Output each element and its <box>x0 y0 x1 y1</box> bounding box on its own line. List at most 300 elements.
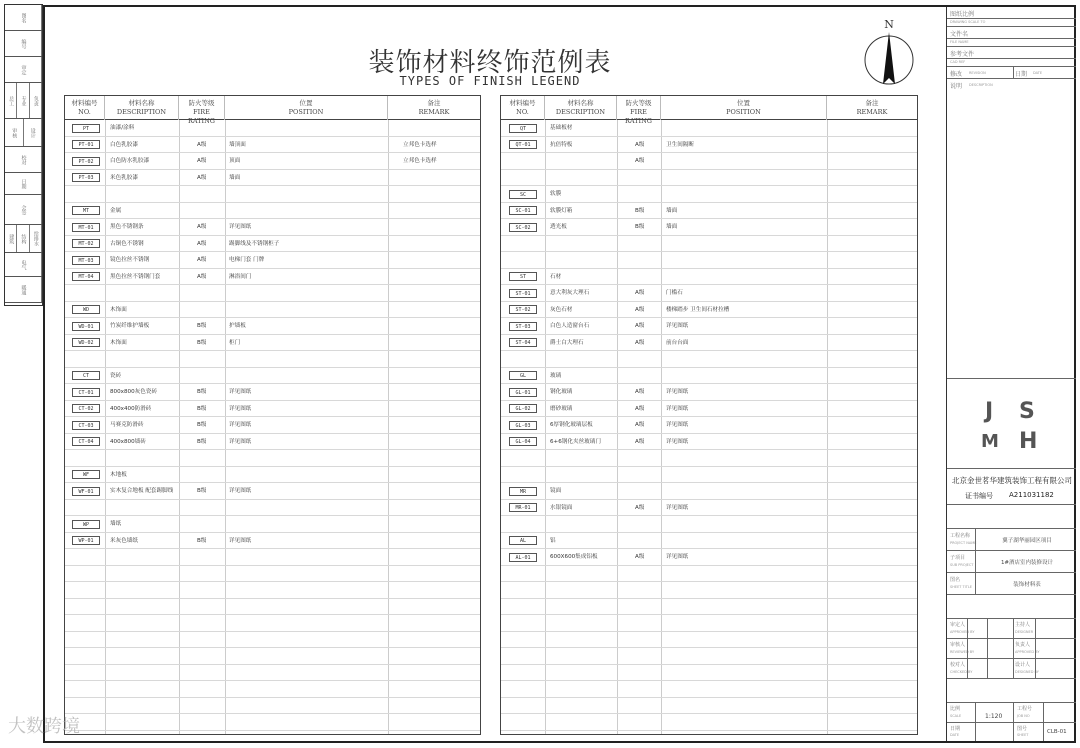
table-row <box>65 170 480 187</box>
table-row <box>65 252 480 269</box>
table-row <box>65 318 480 335</box>
position: 墙顶面 <box>229 141 246 148</box>
job-no-label: 工程号 <box>1017 706 1033 712</box>
table-row <box>65 450 480 467</box>
responsible-label: 负责人 <box>1015 642 1031 648</box>
table-row <box>65 335 480 352</box>
table-row <box>65 681 480 698</box>
table-row <box>65 549 480 566</box>
material-description: 玻璃 <box>550 372 562 379</box>
checked-sub: REVIEWED BY <box>950 650 975 654</box>
table-row <box>65 648 480 665</box>
table-row <box>501 269 917 286</box>
material-code: MT-04 <box>72 272 100 281</box>
margin-label: 专业 <box>17 83 29 118</box>
material-description: 透光板 <box>550 224 567 230</box>
material-code: ST-02 <box>509 305 537 314</box>
position: 详见图纸 <box>666 323 689 329</box>
position: 门槛石 <box>666 290 683 296</box>
position: 护墙板 <box>229 323 246 329</box>
designer-label: 设计人 <box>1015 662 1031 668</box>
material-code: SC-01 <box>509 206 537 215</box>
position: 详见图纸 <box>229 488 252 494</box>
table-row <box>501 318 917 335</box>
material-description: 石材 <box>550 273 562 280</box>
table-row <box>501 170 917 187</box>
material-description: 600X600集成铝板 <box>550 554 598 560</box>
margin-row <box>5 119 42 147</box>
table-row <box>501 368 917 385</box>
finish-legend-table-left <box>64 95 481 735</box>
table-row <box>501 120 917 137</box>
table-row <box>65 137 480 154</box>
position: 墙面 <box>229 174 241 181</box>
fire-rating: B级 <box>197 422 207 428</box>
sheet-number: CLB-01 <box>1047 729 1067 735</box>
material-description: 400x400防滑砖 <box>110 405 152 412</box>
material-description: 油漆/涂料 <box>110 125 135 131</box>
table-row <box>501 648 917 665</box>
position: 详见图纸 <box>229 537 252 544</box>
material-code: MR <box>509 487 537 496</box>
table-row <box>65 500 480 517</box>
fire-rating: A级 <box>635 290 645 296</box>
table-row <box>501 153 917 170</box>
material-code: GL-04 <box>509 437 537 446</box>
material-description: 白色乳胶漆 <box>110 141 138 148</box>
margin-label: 设计 <box>24 119 43 146</box>
table-row <box>65 153 480 170</box>
fire-rating: A级 <box>197 257 207 263</box>
margin-row <box>5 31 42 57</box>
material-code: CT-04 <box>72 437 100 446</box>
header-description: 材料名称 DESCRIPTION <box>105 96 179 120</box>
material-description: 800x800灰色瓷砖 <box>110 389 158 395</box>
position: 淋浴间门 <box>229 273 252 280</box>
sheet-title-sub: SHEET TITLE <box>950 585 972 589</box>
cad-ref-label: 参考文件 <box>950 51 975 58</box>
table-row <box>65 467 480 484</box>
position: 柜门 <box>229 339 241 346</box>
fire-rating: B级 <box>197 405 207 412</box>
date-field-sub: DATE <box>950 733 960 737</box>
position: 详见图纸 <box>666 405 689 412</box>
fire-rating: A级 <box>635 141 645 148</box>
position: 详见图纸 <box>666 504 689 511</box>
table-row <box>65 401 480 418</box>
material-description: 墙纸 <box>110 521 122 527</box>
header-description: 材料名称 DESCRIPTION <box>545 96 617 120</box>
margin-label: 会签 <box>5 195 42 224</box>
margin-label: 编号 <box>5 31 42 56</box>
leader-label: 主持人 <box>1015 622 1031 628</box>
material-description: 瓷砖 <box>110 372 122 379</box>
project-name: 翼子湖华丽园区项目 <box>1002 538 1052 544</box>
left-margin-signoff <box>4 4 43 306</box>
table-row <box>65 120 480 137</box>
table-row <box>501 549 917 566</box>
material-description: 磨砂玻璃 <box>550 405 573 412</box>
fire-rating: B级 <box>635 224 645 230</box>
table-row <box>65 219 480 236</box>
fire-rating: B级 <box>197 339 207 346</box>
fire-rating: A级 <box>197 273 207 280</box>
fire-rating: A级 <box>197 224 207 230</box>
material-code: WP <box>72 520 100 529</box>
approved-label: 审定人 <box>950 622 966 628</box>
material-code: GL <box>509 371 537 380</box>
table-row <box>501 203 917 220</box>
margin-row <box>5 277 42 303</box>
material-code: MR-01 <box>509 503 537 512</box>
material-code: WD <box>72 305 100 314</box>
table-row <box>501 401 917 418</box>
margin-label: 日期 <box>5 173 42 194</box>
material-code: GL-03 <box>509 421 537 430</box>
material-description: 金属 <box>110 207 122 214</box>
table-row <box>501 615 917 632</box>
fire-rating: B级 <box>197 488 207 494</box>
table-row <box>65 434 480 451</box>
cad-ref-sub: CAD REF <box>950 60 966 64</box>
table-row <box>65 533 480 550</box>
position: 详见图纸 <box>666 438 689 445</box>
material-description: 黑色不锈钢条 <box>110 224 144 230</box>
fire-rating: A级 <box>635 438 645 445</box>
material-code: SC-02 <box>509 223 537 232</box>
table-row <box>65 582 480 599</box>
margin-label: 暖通 <box>5 277 42 302</box>
scale-field-label: 比例 <box>950 706 961 712</box>
table-row <box>501 252 917 269</box>
material-code: QT-01 <box>509 140 537 149</box>
material-code: AL-01 <box>509 553 537 562</box>
material-code: MT <box>72 206 100 215</box>
material-code: WD-02 <box>72 338 100 347</box>
remark: 立邦色卡选样 <box>403 158 437 164</box>
file-name-label: 文件名 <box>950 31 969 38</box>
margin-row <box>5 225 42 253</box>
material-code: ST-03 <box>509 322 537 331</box>
table-row <box>501 516 917 533</box>
table-row <box>501 681 917 698</box>
material-description: 镜色拉丝不锈钢 <box>110 257 150 263</box>
material-code: WF <box>72 470 100 479</box>
table-row <box>65 236 480 253</box>
table-row <box>501 500 917 517</box>
checked-label: 审核人 <box>950 642 966 648</box>
position: 墙面 <box>666 207 678 214</box>
table-row <box>65 714 480 731</box>
material-code: CT-03 <box>72 421 100 430</box>
scale-sub: DRAWING SCALE TO <box>950 20 986 24</box>
margin-row <box>5 147 42 173</box>
sheet-no-sub: SHEET <box>1017 733 1029 737</box>
table-row <box>65 599 480 616</box>
table-body <box>501 120 917 734</box>
margin-row <box>5 173 42 195</box>
verify-sub: CHECKED BY <box>950 670 973 674</box>
material-description: 6+6钢化夹丝玻璃门 <box>550 438 601 445</box>
table-row <box>501 467 917 484</box>
revision-sub: REVISION <box>969 71 986 75</box>
sub-project-name: 1#酒店室内装修设计 <box>1000 560 1054 566</box>
material-description: 灰色石材 <box>550 306 573 313</box>
material-description: 古铜色不锈钢 <box>110 240 144 247</box>
position: 电梯门套 门牌 <box>229 257 265 263</box>
position: 详见图纸 <box>229 438 252 445</box>
material-description: 木饰面 <box>110 306 127 313</box>
fire-rating: A级 <box>635 422 645 428</box>
margin-row <box>5 83 42 119</box>
position: 详见图纸 <box>229 389 252 395</box>
sub-project-sub: SUB PROJECT <box>950 563 974 567</box>
fire-rating: A级 <box>635 323 645 329</box>
material-code: ST-01 <box>509 289 537 298</box>
position: 楼梯踏步 卫生间石材拉槽 <box>666 306 730 313</box>
material-code: AL <box>509 536 537 545</box>
table-row <box>501 698 917 715</box>
material-code: WP-01 <box>72 536 100 545</box>
fire-rating: A级 <box>635 306 645 313</box>
table-row <box>501 186 917 203</box>
verify-label: 校对人 <box>950 662 966 668</box>
header-code: 材料编号 NO. <box>65 96 105 120</box>
material-description: 米色乳胶漆 <box>110 174 138 181</box>
material-description: 竹炭纤维护墙板 <box>110 323 150 329</box>
material-code: WD-01 <box>72 322 100 331</box>
header-position: 位置 POSITION <box>661 96 827 120</box>
material-description: 400x800墙砖 <box>110 438 146 445</box>
fire-rating: A级 <box>197 174 207 181</box>
table-row <box>501 434 917 451</box>
table-row <box>501 219 917 236</box>
margin-label: 总工 <box>5 83 17 118</box>
material-code: PT <box>72 124 100 133</box>
table-row <box>501 285 917 302</box>
material-code: ST <box>509 272 537 281</box>
table-row <box>501 533 917 550</box>
material-description: 镜面 <box>550 488 562 494</box>
material-description: 软膜灯箱 <box>550 207 573 214</box>
margin-row <box>5 5 42 31</box>
page-subtitle: TYPES OF FINISH LEGEND <box>399 74 581 88</box>
table-row <box>65 269 480 286</box>
company-name: 北京金世茗华建筑装饰工程有限公司 <box>952 476 1072 485</box>
material-description: 马赛克防滑砖 <box>110 422 144 428</box>
scale-label: 图纸比例 <box>950 11 975 18</box>
material-description: 软膜 <box>550 191 562 197</box>
leader-sub: DESIGNER <box>1015 630 1034 634</box>
table-row <box>501 351 917 368</box>
material-description: 实木复合地板 配套踢脚线 <box>110 488 174 494</box>
material-code: MT-02 <box>72 239 100 248</box>
header-fire-rating: 防火等级 FIRE RATING <box>179 96 225 120</box>
logo-letter-s: S <box>1019 399 1035 424</box>
material-description: 6厚钢化玻璃层板 <box>550 422 593 428</box>
table-row <box>65 516 480 533</box>
remark: 立邦色卡选样 <box>403 141 437 148</box>
finish-legend-table-right <box>500 95 918 735</box>
table-row <box>65 368 480 385</box>
position: 详见图纸 <box>229 405 252 412</box>
material-code: WF-01 <box>72 487 100 496</box>
table-row <box>501 665 917 682</box>
margin-label: 结构 <box>17 225 29 252</box>
table-row <box>65 698 480 715</box>
margin-row <box>5 195 42 225</box>
header-code: 材料编号 NO. <box>501 96 545 120</box>
logo-letter-h: H <box>1019 429 1038 454</box>
table-row <box>501 483 917 500</box>
material-code: CT-01 <box>72 388 100 397</box>
margin-label: 电气 <box>5 253 42 276</box>
fire-rating: A级 <box>197 141 207 148</box>
table-row <box>501 302 917 319</box>
margin-label: 校对 <box>5 147 42 172</box>
position: 前台台面 <box>666 339 689 346</box>
north-arrow-icon <box>862 18 916 88</box>
date-label: 日期 <box>1015 71 1028 78</box>
fire-rating: B级 <box>197 438 207 445</box>
material-code: MT-03 <box>72 256 100 265</box>
responsible-sub: APPROVED BY <box>1015 650 1040 654</box>
fire-rating: B级 <box>197 323 207 329</box>
date-sub: DATE <box>1033 71 1043 75</box>
cert-number: A211031182 <box>1009 491 1054 499</box>
position: 详见图纸 <box>666 422 689 428</box>
header-remark: 备注 REMARK <box>856 99 888 116</box>
material-description: 米灰色墙纸 <box>110 537 138 544</box>
table-row <box>501 417 917 434</box>
table-row <box>65 566 480 583</box>
material-code: ST-04 <box>509 338 537 347</box>
material-description: 木饰面 <box>110 339 127 346</box>
margin-label: 给排水 <box>30 225 42 252</box>
material-code: MT-01 <box>72 223 100 232</box>
material-description: 抗倍特板 <box>550 141 573 148</box>
table-row <box>501 450 917 467</box>
material-description: 木地板 <box>110 471 127 478</box>
material-code: GL-02 <box>509 404 537 413</box>
table-header <box>501 96 917 125</box>
table-row <box>501 236 917 253</box>
sheet-title-label: 图名 <box>950 577 961 583</box>
position: 顶面 <box>229 158 241 164</box>
table-row <box>65 285 480 302</box>
cert-label: 证书编号 <box>965 492 993 500</box>
file-name-sub: FILE NAME <box>950 40 969 44</box>
watermark: 大数跨境 <box>8 716 80 737</box>
margin-label: 审核 <box>5 119 24 146</box>
table-row <box>501 582 917 599</box>
margin-label: 负责 <box>30 83 42 118</box>
page-title: 装饰材料终饰范例表 <box>368 48 612 78</box>
designer-sub: DESIGNED BY <box>1015 670 1039 674</box>
material-description: 基础板材 <box>550 125 573 131</box>
project-label: 工程名称 <box>950 533 971 539</box>
logo-letter-m: M <box>981 431 999 452</box>
fire-rating: B级 <box>635 207 645 214</box>
logo-letter-j: J <box>985 399 994 424</box>
header-position: 位置 POSITION <box>225 96 388 120</box>
table-row <box>65 632 480 649</box>
fire-rating: A级 <box>197 240 207 247</box>
table-row <box>501 137 917 154</box>
material-description: 爵士白大理石 <box>550 339 584 346</box>
position: 墙面 <box>666 224 678 230</box>
approved-sub: APPROVED BY <box>950 630 975 634</box>
material-description: 白色人造窗台石 <box>550 323 590 329</box>
table-row <box>65 384 480 401</box>
material-code: PT-03 <box>72 173 100 182</box>
material-description: 水银镜面 <box>550 504 573 511</box>
margin-label: 图名 <box>5 5 42 30</box>
position: 详见图纸 <box>666 554 689 560</box>
material-code: SC <box>509 190 537 199</box>
material-description: 意大利灰大理石 <box>550 290 590 296</box>
fire-rating: A级 <box>635 405 645 412</box>
company-logo <box>947 379 1076 469</box>
table-body <box>65 120 480 734</box>
fire-rating: A级 <box>635 554 645 560</box>
project-sub: PROJECT NAME <box>950 541 977 545</box>
material-code: CT <box>72 371 100 380</box>
fire-rating: B级 <box>197 389 207 395</box>
date-field-label: 日期 <box>950 726 961 732</box>
description-label: 说明 <box>950 83 963 90</box>
position: 详见图纸 <box>666 389 689 395</box>
table-row <box>501 384 917 401</box>
position: 卫生间隔断 <box>666 141 694 148</box>
table-row <box>501 714 917 731</box>
title-block <box>946 7 1076 741</box>
material-description: 钢化玻璃 <box>550 389 573 395</box>
position: 详见图纸 <box>229 224 252 230</box>
position: 详见图纸 <box>229 422 252 428</box>
margin-row <box>5 253 42 277</box>
table-row <box>65 615 480 632</box>
scale-value: 1:120 <box>985 713 1003 720</box>
material-code: CT-02 <box>72 404 100 413</box>
margin-label: 审定 <box>5 57 42 82</box>
margin-row <box>5 57 42 83</box>
table-row <box>501 599 917 616</box>
table-row <box>65 302 480 319</box>
table-row <box>501 335 917 352</box>
material-code: QT <box>509 124 537 133</box>
table-row <box>65 417 480 434</box>
sheet-no-label: 图号 <box>1017 726 1028 732</box>
fire-rating: A级 <box>635 158 645 164</box>
description-sub: DESCRIPTION <box>969 83 993 87</box>
margin-label: 建筑 <box>5 225 17 252</box>
table-row <box>501 632 917 649</box>
table-row <box>65 665 480 682</box>
sheet-title: 装饰材料表 <box>1013 582 1041 588</box>
revision-label: 修改 <box>950 71 963 78</box>
material-description: 白色防水乳胶漆 <box>110 158 150 164</box>
scale-field-sub: SCALE <box>950 714 962 718</box>
table-row <box>65 203 480 220</box>
fire-rating: B级 <box>197 537 207 544</box>
table-row <box>501 566 917 583</box>
sub-project-label: 子项目 <box>950 555 966 561</box>
table-row <box>65 483 480 500</box>
table-row <box>65 351 480 368</box>
fire-rating: A级 <box>635 339 645 346</box>
table-row <box>65 186 480 203</box>
